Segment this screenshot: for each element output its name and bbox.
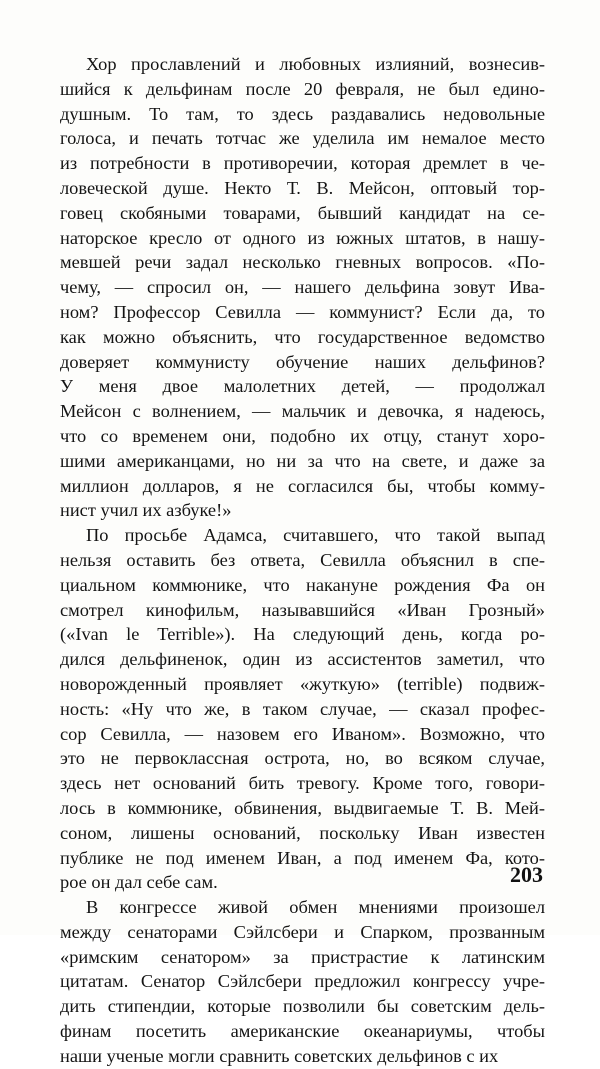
text-line: цитатам. Сенатор Сэйлсбери предложил конгрессу учре-: [60, 971, 545, 992]
text-line: шими американцами, но ни за что на свете, и даже за: [60, 450, 545, 471]
text-line: ность: «Ну что же, в таком случае, — сказал профес-: [60, 698, 545, 719]
text-line: По просьбе Адамса, считавшего, что такой выпад: [86, 525, 545, 546]
text-line: дить стипендии, которые позволили бы советским дель-: [60, 996, 545, 1017]
page-number: 203: [510, 862, 543, 887]
text-line: ном? Профессор Севилла — коммунист? Если да, то: [60, 301, 545, 322]
text-line: «римским сенатором» за пристрастие к латинским: [60, 946, 545, 967]
text-line: Хор прославлений и любовных излияний, вознесив-: [86, 54, 545, 74]
text-line: соном, лишены оснований, поскольку Иван известен: [60, 822, 545, 843]
text-line: Мейсон с волнением, — мальчик и девочка, я надеюсь,: [60, 401, 545, 422]
text-line: рое он дал себе сам.: [60, 872, 218, 893]
text-line: наши ученые могли сравнить советских дельфинов с их: [60, 1045, 499, 1066]
text-line: миллион долларов, я не согласился бы, чтобы комму-: [60, 475, 545, 496]
text-line: здесь нет оснований бить тревогу. Кроме того, говори-: [60, 773, 545, 794]
paragraph: [60, 895, 545, 1069]
paragraph: [60, 52, 545, 523]
text-line: чему, — спросил он, — нашего дельфина зовут Ива-: [60, 277, 545, 298]
text-line: нельзя оставить без ответа, Севилла объяснил в спе-: [60, 549, 545, 570]
text-line: мевшей речи задал несколько гневных вопросов. «По-: [60, 252, 545, 273]
text-line: голоса, и печать тотчас же уделила им немалое место: [60, 128, 545, 149]
text-line: финам посетить американские океанариумы, чтобы: [60, 1021, 545, 1042]
text-line: нист учил их азбуке!»: [60, 500, 232, 521]
text-line: из потребности в противоречии, которая дремлет в че-: [60, 153, 545, 174]
text-line: лось в коммюнике, обвинения, выдвигаемые Т. В. Мей-: [60, 797, 545, 818]
text-line: публике не под именем Иван, а под именем Фа, кото-: [60, 847, 545, 868]
text-line: новорожденный проявляет «жуткую» (terrible) подвиж-: [60, 673, 545, 694]
text-line: сор Севилла, — назовем его Иваном». Возможно, что: [60, 723, 545, 744]
text-line: ловеческой душе. Некто Т. В. Мейсон, оптовый тор-: [60, 177, 545, 198]
text-line: между сенаторами Сэйлсбери и Спарком, прозванным: [60, 921, 545, 942]
text-line: как можно объяснить, что государственное ведомство: [60, 326, 545, 347]
text-line: душным. То там, то здесь раздавались недовольные: [60, 103, 545, 124]
text-line: говец скобяными товарами, бывший кандидат на се-: [60, 202, 545, 223]
text-line: У меня двое малолетних детей, — продолжал: [60, 376, 545, 397]
paragraph: [60, 523, 545, 895]
text-line: наторское кресло от одного из южных штатов, в нашу-: [60, 227, 545, 248]
text-line: смотрел кинофильм, называвшийся «Иван Грозный»: [60, 599, 545, 620]
text-line: («Ivan le Terrible»). На следующий день, когда ро-: [60, 624, 545, 645]
text-line: это не первоклассная острота, но, во всяком случае,: [60, 748, 545, 769]
text-line: что со временем они, подобно их отцу, станут хоро-: [60, 425, 545, 446]
text-line: доверяет коммунисту обучение наших дельфинов?: [60, 351, 545, 372]
text-line: шийся к дельфинам после 20 февраля, не был едино-: [60, 78, 545, 99]
text-line: В конгрессе живой обмен мнениями произошел: [86, 897, 545, 918]
text-line: циальном коммюнике, что накануне рождения Фа он: [60, 574, 545, 595]
body-text: [60, 52, 545, 1069]
text-line: дился дельфиненок, один из ассистентов заметил, что: [60, 649, 545, 670]
